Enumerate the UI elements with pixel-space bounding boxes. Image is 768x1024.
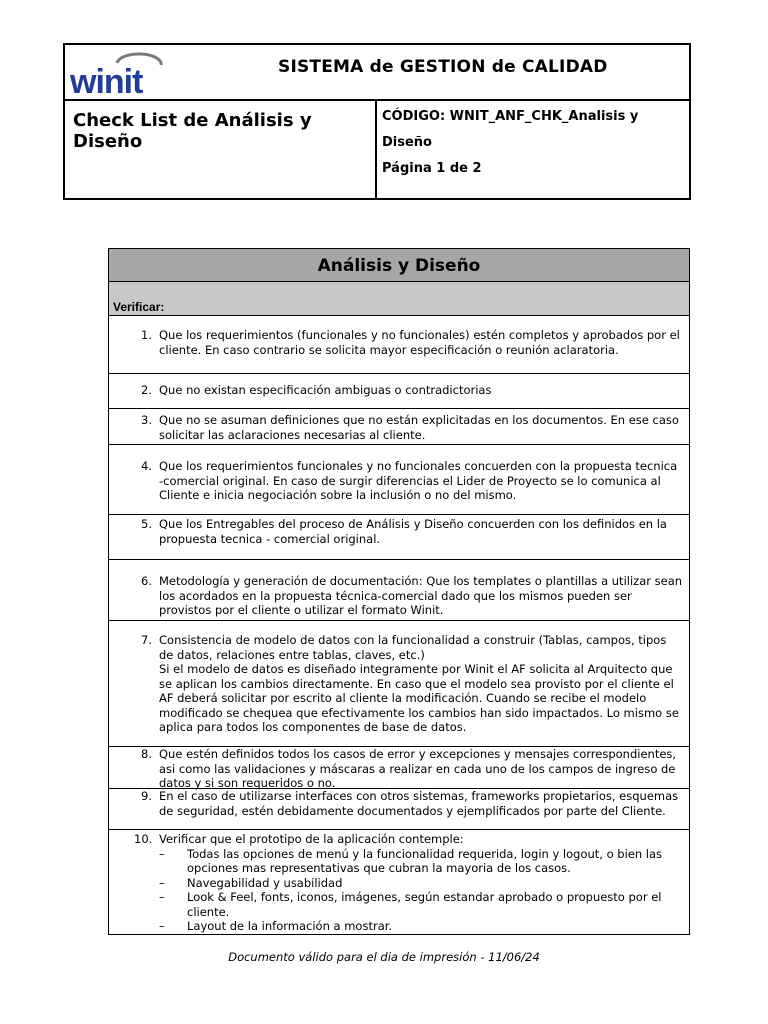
item-text-line: provistos por el cliente o utilizar el formato Winit. (159, 603, 444, 617)
winit-logo (69, 51, 165, 97)
checklist-item (109, 747, 689, 789)
item-text (159, 747, 689, 791)
item-text-line: En el caso de utilizarse interfaces con otros sistemas, frameworks propietarios, esquemas (159, 789, 679, 803)
item-number: 9. (141, 789, 152, 803)
item-text-line: propuesta tecnica - comercial original. (159, 531, 381, 546)
item-text (159, 383, 689, 398)
header-title-cell (65, 101, 377, 198)
verify-row (109, 282, 689, 316)
item-text (159, 459, 689, 503)
item-number: 4. (141, 459, 152, 473)
item-text (159, 633, 689, 735)
dash-bullet: – (159, 890, 165, 904)
dash-bullet: – (159, 846, 165, 861)
item-text-line: Que no existan especificación ambiguas o contradictorias (159, 383, 492, 397)
dash-bullet: – (159, 919, 165, 933)
item-text (159, 574, 689, 618)
item-text-line: se aplican los cambios directamente. En caso que el modelo sea provisto por el cliente el (159, 676, 674, 691)
logo-text: winit (70, 63, 143, 97)
item-text-line: los acordados en la propuesta técnica-comercial dado que los mismos pueden ser (159, 588, 632, 603)
item-number: 7. (141, 633, 152, 647)
item-text-line: de seguridad, estén debidamente documentados y ejemplificados por parte del Cliente. (159, 803, 666, 818)
sub-item (159, 919, 689, 934)
item-text-line: Cliente e inicia negociación sobre la inclusión o no del mismo. (159, 488, 517, 502)
checklist-item (109, 316, 689, 374)
verify-label: Verificar: (113, 300, 165, 314)
item-number: 2. (141, 383, 152, 397)
item-text-line: Si el modelo de datos es diseñado integramente por Winit el AF solicita al Arquitecto que (159, 662, 673, 676)
item-text-line: asi como las validaciones y máscaras a realizar en cada uno de los campos de ingreso de (159, 761, 676, 776)
header-top-row (65, 45, 689, 101)
sub-item-line: opciones mas representativas que cubran la mayoria de los casos. (187, 861, 571, 875)
checklist-item (109, 560, 689, 621)
document-title: Check List de Análisis y Diseño (73, 110, 312, 152)
document-code: CÓDIGO: WNIT_ANF_CHK_Analisis y (382, 109, 639, 124)
item-number: 5. (141, 517, 152, 531)
item-text-line: de datos, relaciones entre tablas, claves, etc.) (159, 647, 425, 662)
footer-note: Documento válido para el dia de impresión - 11/06/24 (228, 950, 540, 964)
sub-item (159, 876, 689, 891)
checklist-item (109, 445, 689, 515)
item-text-line: modificado se chequea que efectivamente los cambios han sido impactados. Lo mismo se (159, 705, 679, 720)
item-number: 10. (134, 832, 153, 846)
checklist-item (109, 789, 689, 830)
sub-item-line: Look & Feel, fonts, iconos, imágenes, según estandar aprobado o propuesto por el (187, 890, 662, 904)
item-number: 1. (141, 328, 152, 342)
sub-item (159, 890, 689, 919)
sub-item-line: Todas las opciones de menú y la funcionalidad requerida, login y logout, o bien las (187, 846, 663, 861)
item-text (159, 789, 689, 818)
system-title: SISTEMA de GESTION de CALIDAD (278, 57, 608, 77)
checklist-item (109, 830, 689, 936)
item-text (159, 413, 689, 442)
checklist-item (109, 409, 689, 445)
checklist-title: Análisis y Diseño (109, 249, 689, 282)
item-number: 3. (141, 413, 152, 427)
checklist-item (109, 621, 689, 747)
sub-item-line: Navegabilidad y usabilidad (187, 875, 343, 890)
checklist-table (108, 248, 690, 935)
item-text-line: Que los requerimientos funcionales y no funcionales concuerden con la propuesta tecnica (159, 459, 678, 473)
item-text-line: cliente. En caso contrario se solicita mayor especificación o reunión aclaratoria. (159, 342, 619, 357)
item-text-line: -comercial original. En caso de surgir diferencias el Lider de Proyecto se lo comunica al (159, 473, 661, 488)
sub-item-line: Layout de la información a mostrar. (187, 919, 393, 933)
header-code-cell (377, 101, 689, 198)
item-text-line: AF deberá solicitar por escrito al cliente la modificación. Cuando se recibe el modelo (159, 691, 647, 705)
item-text (159, 832, 689, 934)
item-text (159, 328, 689, 357)
item-text-line: Verificar que el prototipo de la aplicación contemple: (159, 832, 464, 846)
item-text-line: Que no se asuman definiciones que no están explicitadas en los documentos. En ese caso (159, 413, 679, 427)
document-code-cont: Diseño (382, 135, 432, 150)
sub-item (159, 847, 689, 876)
item-text-line: datos y si son requeridos o no. (159, 776, 336, 790)
item-text-line: Que los requerimientos (funcionales y no funcionales) estén completos y aprobados por el (159, 328, 680, 342)
item-number: 8. (141, 747, 152, 761)
dash-bullet: – (159, 875, 165, 890)
item-text (159, 517, 689, 546)
page-info: Página 1 de 2 (382, 161, 482, 176)
checklist-item (109, 374, 689, 409)
item-text-line: Que estén definidos todos los casos de error y excepciones y mensajes correspondientes, (159, 747, 677, 761)
sub-item-line: cliente. (187, 904, 230, 919)
item-text-line: Consistencia de modelo de datos con la funcionalidad a construir (Tablas, campos, tipos (159, 633, 667, 647)
item-text-line: Que los Entregables del proceso de Análisis y Diseño concuerden con los definidos en la (159, 517, 667, 531)
checklist-item (109, 515, 689, 560)
item-text-line: aplica para todos los componentes de base de datos. (159, 720, 467, 734)
item-text-line: solicitar las aclaraciones necesarias al cliente. (159, 427, 426, 442)
document-header (63, 43, 691, 200)
item-text-line: Metodología y generación de documentación: Que los templates o plantillas a utilizar sean (159, 574, 683, 588)
item-number: 6. (141, 574, 152, 588)
